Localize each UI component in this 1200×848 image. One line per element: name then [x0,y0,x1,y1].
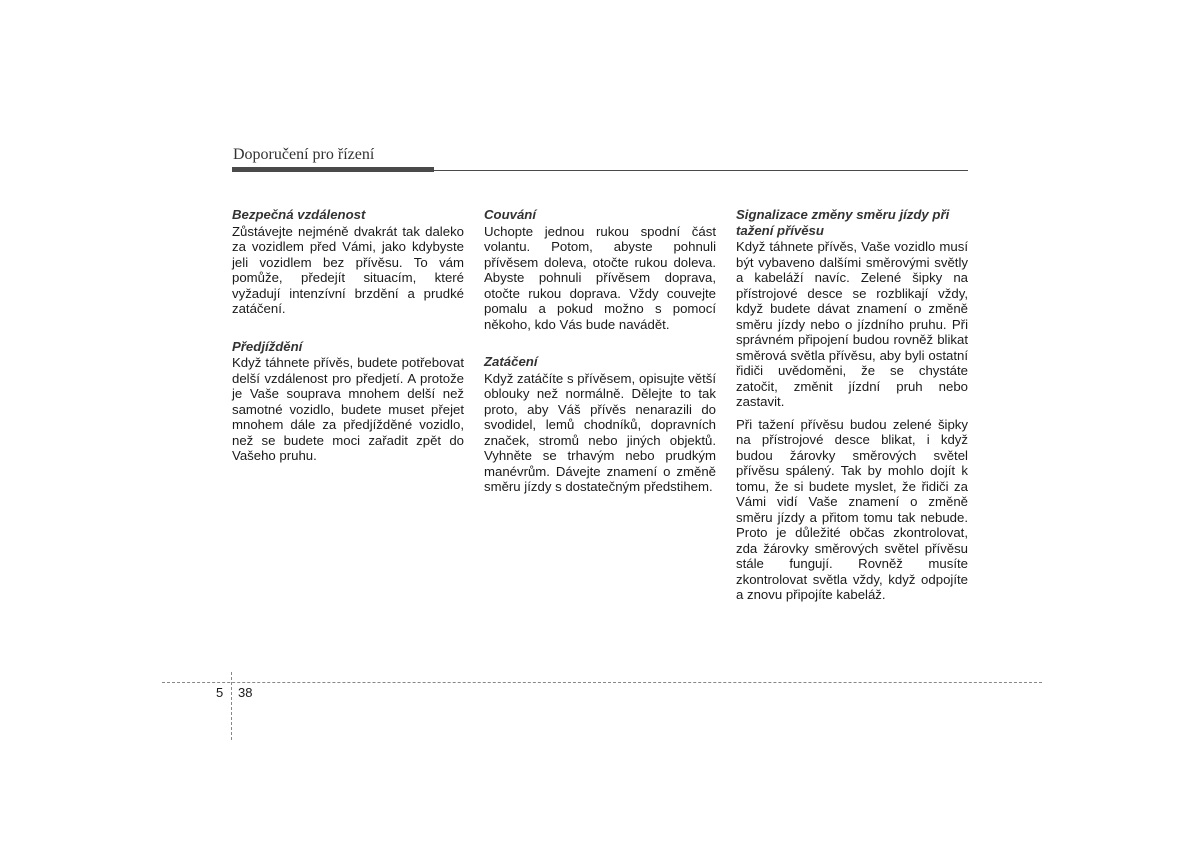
footer-dashed-rule [162,682,1042,683]
section-turn-signals [736,207,968,603]
header-rule-thin [434,170,968,171]
section-heading: Bezpečná vzdálenost [232,207,366,222]
section-heading: Předjíždění [232,338,303,354]
section-paragraph: Když zatáčíte s přívěsem, opisujte větší oblouky než normálně. Dělejte to tak proto, aby Váš přívěs nenarazili do svodidel, lemů chodníků, dopravních značek, stromů nebo jiných objektů. Vyhněte se trhavým nebo prudkým manévrům. Dávejte znamení o změně směru jízdy s dostatečným předstihem. [484,370,716,494]
section-paragraph: Když táhnete přívěs, Vaše vozidlo musí být vybaveno dalšími směrovými světly a kabeláží navíc. Zelené šipky na přístrojové desce se rozblikají vždy, když budete dávat znamení o změně směru jízdy nebo o jízdního pruhu. Při správném připojení budou rovněž blikat směrová světla přívěsu, aby byli ostatní řidiči uvědoměni, že se chystáte zatočit, změnit jízdní pruh nebo zastavit. [736,239,968,409]
page-header [232,146,968,172]
section-reversing [484,207,716,332]
section-paragraph: Při tažení přívěsu budou zelené šipky na přístrojové desce blikat, i když budou žárovky směrových světel přívěsu spálený. Tak by mohlo dojít k tomu, že si budete myslet, že řidiči za Vámi vidí Vaše znamení o změně směru jízdy a přitom tomu tak nebude. Proto je důležité občas zkontrolovat, zda žárovky směrových světel přívěsu stále fungují. Rovněž musíte zkontrolovat světla vždy, když odpojíte a znovu připojíte kabeláž. [736,416,968,602]
section-paragraph: Uchopte jednou rukou spodní část volantu. Potom, abyste pohnuli přívěsem doleva, otočte rukou doleva. Abyste pohnuli přívěsem doprava, otočte rukou doprava. Vždy couvejte pomalu a pokud možno s pomocí někoho, kdo Vás bude navádět. [484,223,716,332]
section-paragraph: Když táhnete přívěs, budete potřebovat delší vzdálenost pro předjetí. A protože je Vaše souprava mnohem delší než samotné vozidlo, budete muset přejet mnohem dále za předjížděné vozidlo, než se budete moci zařadit zpět do Vašeho pruhu. [232,355,464,463]
page-number: 38 [238,685,253,700]
header-rule-thick [232,167,434,172]
section-heading: Zatáčení [484,354,538,369]
chapter-number: 5 [216,685,224,700]
section-overtaking [232,339,464,464]
section-heading: Signalizace změny směru jízdy při tažení přívěsu [736,207,950,238]
text-column-3 [736,207,968,603]
section-safe-distance [232,207,464,317]
section-turning [484,354,716,495]
header-rule [232,166,968,172]
text-column-2 [484,207,716,495]
section-paragraph: Zůstávejte nejméně dvakrát tak daleko za vozidlem před Vámi, jako kdybyste jeli vozidlem bez přívěsu. To vám pomůže, předejít situacím, které vyžadují intenzívní brzdění a prudké zatáčení. [232,223,464,316]
section-heading: Couvání [484,207,537,222]
page-title: Doporučení pro řízení [233,146,375,163]
footer-dashed-divider [231,672,232,740]
text-column-1 [232,207,464,464]
